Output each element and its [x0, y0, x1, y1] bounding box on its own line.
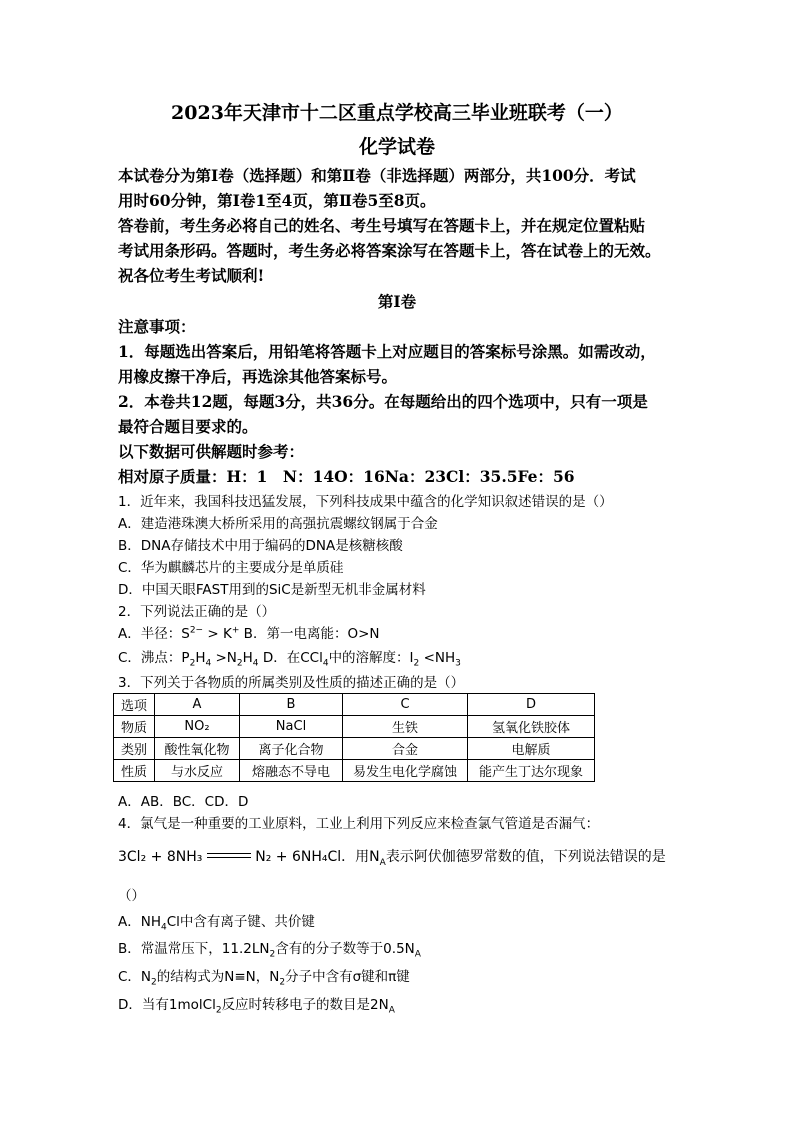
notes-line: 最符合题目要求的。	[118, 417, 258, 436]
table-header-row	[114, 694, 595, 716]
table-cell: NO₂	[155, 716, 240, 738]
q4-stem: 4．氯气是一种重要的工业原料，工业上利用下列反应来检查氯气管道是否漏气：	[118, 816, 600, 832]
q3-choices: A．AB．BC．CD．D	[118, 794, 249, 810]
q2-stem: 2．下列说法正确的是（）	[118, 604, 276, 620]
table-cell: 与水反应	[155, 760, 240, 782]
q4-option-b: B．常温常压下，$11.2LN_2$含有的分子数等于$0.5N_A$	[118, 941, 421, 960]
table-cell: 物质	[114, 716, 155, 738]
table-row	[114, 738, 595, 760]
q3-stem: 3．下列关于各物质的所属类别及性质的描述正确的是（）	[118, 675, 465, 691]
intro-line: 考试用条形码。答题时，考生务必将答案涂写在答题卡上，答在试卷上的无效。	[118, 241, 661, 260]
table-cell: B	[240, 694, 343, 716]
table-cell: A	[155, 694, 240, 716]
q4-reaction-formula: 3Cl₂ + 8NH₃ N₂ + 6NH₄Cl．用$N_A$表示阿伏伽德罗常数的值，下列说法错误的是	[118, 849, 666, 868]
table-cell: 电解质	[468, 738, 595, 760]
table-cell: 选项	[114, 694, 155, 716]
q1-option-a: A．建造港珠澳大桥所采用的高强抗震螺纹钢属于合金	[118, 516, 438, 532]
q4-option-a: A．$NH_4Cl$中含有离子键、共价键	[118, 914, 315, 933]
notes-heading: 注意事项：	[118, 317, 196, 336]
table-cell: 生铁	[343, 716, 468, 738]
q1-option-c: C．华为麒麟芯片的主要成分是单质硅	[118, 560, 344, 576]
notes-line: 用橡皮擦干净后，再选涂其他答案标号。	[118, 367, 398, 386]
q4-option-c: C．$N_2$的结构式为N≡N，$N_2$分子中含有σ键和π键	[118, 969, 410, 988]
q1-option-d: D．中国天眼FAST用到的SiC是新型无机非金属材料	[118, 582, 426, 598]
q3-table	[113, 693, 595, 782]
q2-options-ab: A．半径：$S^{2-} > K^+$ B．第一电离能：O>N	[118, 625, 380, 642]
table-cell: 能产生丁达尔现象	[468, 760, 595, 782]
intro-line: 答卷前，考生务必将自己的姓名、考生号填写在答题卡上，并在规定位置粘贴	[118, 216, 646, 235]
notes-line: 以下数据可供解题时参考：	[118, 442, 305, 461]
notes-line: 1．每题选出答案后，用铅笔将答题卡上对应题目的答案标号涂黑。如需改动，	[118, 342, 656, 361]
table-cell: 熔融态不导电	[240, 760, 343, 782]
table-cell: 易发生电化学腐蚀	[343, 760, 468, 782]
atomic-mass-line: 相对原子质量：H：1 N：14O：16Na：23Cl：35.5Fe：56	[118, 467, 575, 486]
intro-line: 用时60分钟，第Ⅰ卷1至4页，第Ⅱ卷5至8页。	[118, 191, 436, 210]
table-row	[114, 760, 595, 782]
q2-options-cd: C．沸点：$P_2H_4 >N_2H_4$ D．在CCl$_4$中的溶解度：$I_2 <NH_3$	[118, 650, 461, 669]
intro-line: 祝各位考生考试顺利!	[118, 266, 265, 285]
table-cell: 合金	[343, 738, 468, 760]
equals-sign	[207, 853, 251, 861]
q4-paren: （）	[118, 888, 145, 904]
table-row	[114, 716, 595, 738]
exam-subject: 化学试卷	[358, 136, 435, 158]
table-cell: 类别	[114, 738, 155, 760]
table-cell: 性质	[114, 760, 155, 782]
table-cell: C	[343, 694, 468, 716]
intro-line: 本试卷分为第Ⅰ卷（选择题）和第Ⅱ卷（非选择题）两部分，共100分．考试	[118, 166, 636, 185]
table-cell: 氢氧化铁胶体	[468, 716, 595, 738]
q1-stem: 1．近年来，我国科技迅猛发展，下列科技成果中蕴含的化学知识叙述错误的是（）	[118, 494, 613, 510]
notes-line: 2．本卷共12题，每题3分，共36分。在每题给出的四个选项中，只有一项是	[118, 392, 648, 411]
table-cell: 离子化合物	[240, 738, 343, 760]
table-cell: NaCl	[240, 716, 343, 738]
table-cell: D	[468, 694, 595, 716]
q4-option-d: D．当有1molCl$_2$反应时转移电子的数目是$2N_A$	[118, 997, 395, 1016]
exam-title: 2023年天津市十二区重点学校高三毕业班联考（一）	[171, 102, 623, 124]
q1-option-b: B．DNA存储技术中用于编码的DNA是核糖核酸	[118, 538, 403, 554]
table-cell: 酸性氧化物	[155, 738, 240, 760]
section-title: 第Ⅰ卷	[377, 292, 417, 311]
